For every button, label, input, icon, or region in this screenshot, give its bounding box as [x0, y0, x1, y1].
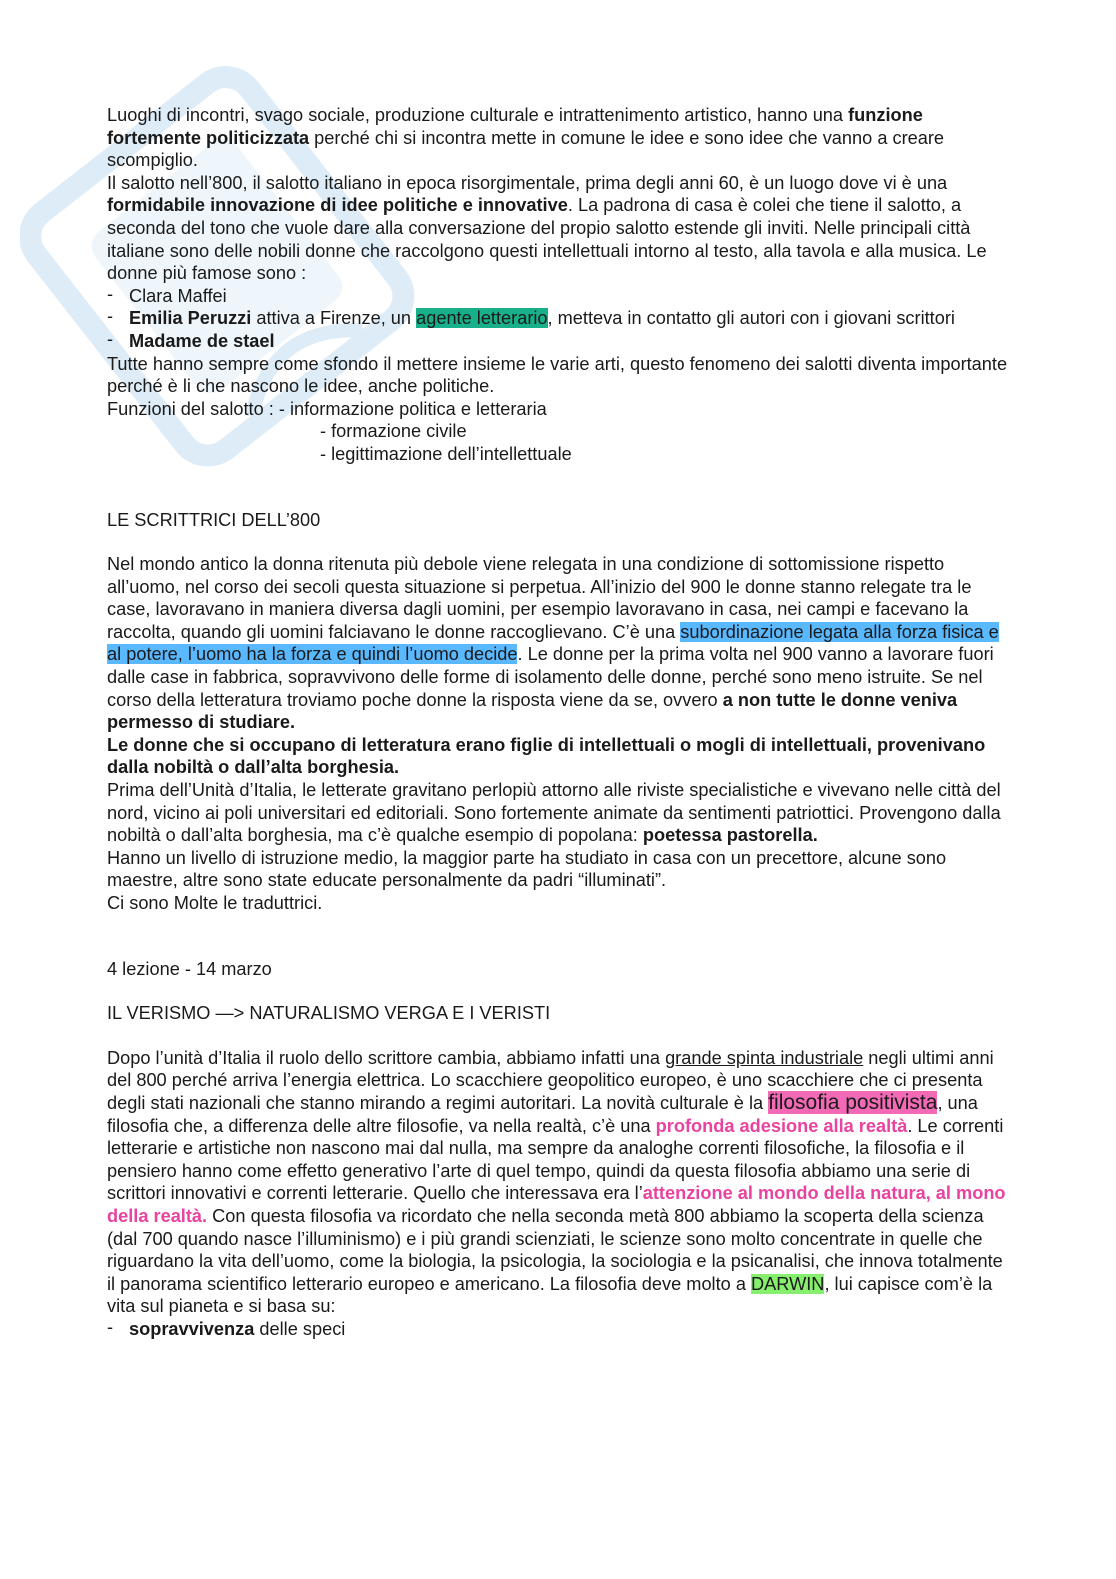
paragraph: Hanno un livello di istruzione medio, la maggior parte ha studiato in casa con un precettore, alcune sono maestre, altre sono state educate personalmente da padri “illuminati”.	[107, 847, 947, 891]
paragraph: Nel mondo antico la donna ritenuta più debole viene relegata in una condizione di sottomissione rispetto all’uomo, nel corso dei secoli questa situazione si perpetua. All’inizio del 900 le donne stanno relegate tra le case, lavoravano in maniera diversa dagli uomini, per esempio lavoravano in casa, nei campi e facevano la raccolta, quando gli uomini falciavano le donne raccoglievano. C’è una subordinazione legata alla forza fisica e al potere, l’uomo ha la forza e quindi l’uomo decide. Le donne per la prima volta nel 900 vanno a lavorare fuori dalle case in fabbrica, sopravvivono delle forme di isolamento delle donne, perché sono meno istruite. Se nel corso della letteratura troviamo poche donne la risposta viene da se, ovvero a non tutte le donne veniva permesso di studiare.	[107, 554, 999, 733]
document-page	[107, 104, 1012, 1341]
section-heading: LE SCRITTRICI DELL’800	[107, 509, 321, 530]
paragraph: Luoghi di incontri, svago sociale, produzione culturale e intrattenimento artistico, hanno una funzione fortemente politicizzata perché chi si incontra mette in comune le idee e sono idee che vanno a creare scompiglio.	[107, 105, 945, 171]
salon-hostesses-list	[107, 285, 1012, 353]
list-item: - Clara Maffei	[107, 285, 1012, 308]
list-item: - Madame de stael	[107, 330, 1012, 353]
list-item: - sopravvivenza delle speci	[107, 1318, 1012, 1341]
paragraph: Tutte hanno sempre come sfondo il mettere insieme le varie arti, questo fenomeno dei salotti diventa importante perché è li che nascono le idee, anche politiche.	[107, 353, 1008, 397]
pink-emphasis: attenzione al mondo della natura, al mono della realtà.	[107, 1183, 1006, 1226]
salon-functions-line: - legittimazione dell’intellettuale	[320, 443, 572, 464]
paragraph: Il salotto nell’800, il salotto italiano in epoca risorgimentale, prima degli anni 60, è un luogo dove vi è una formidabile innovazione di idee politiche e innovative. La padrona di casa è colei che tiene il salotto, a seconda del tono che vuole dare alla conversazione del propio salotto estende gli inviti. Nelle principali città italiane sono delle nobili donne che raccolgono questi intellettuali intorno al testo, alla tavola e alla musica. Le donne più famose sono :	[107, 172, 987, 284]
paragraph: Le donne che si occupano di letteratura erano figlie di intellettuali o mogli di intellettuali, provenivano dalla nobiltà o dall’alta borghesia.	[107, 734, 986, 778]
paragraph: Prima dell’Unità d’Italia, le letterate gravitano perlopiù attorno alle riviste specialistiche e vivevano nelle città del nord, vicino ai poli universitari ed editoriali. Sono fortemente animate da sentimenti patriottici. Provengono dalla nobiltà o dall’alta borghesia, ma c’è qualche esempio di popolana: poetessa pastorella.	[107, 780, 1001, 846]
paragraph: Dopo l’unità d’Italia il ruolo dello scrittore cambia, abbiamo infatti una grande spinta industriale negli ultimi anni del 800 perché arriva l’energia elettrica. Lo scacchiere geopolitico europeo, è uno scacchiere che ci presenta degli stati nazionali che stanno mirando a regimi autoritari. La novità culturale è la filosofia positivista, una filosofia che, a differenza delle altre filosofie, va nella realtà, c’è una profonda adesione alla realtà. Le correnti letterarie e artistiche non nascono mai dal nulla, ma sempre da analoghe correnti filosofiche, la filosofia e il pensiero hanno come effetto generativo l’arte di quel tempo, quindi da questa filosofia abbiamo una serie di scrittori innovativi e correnti letterarie. Quello che interessava era l’attenzione al mondo della natura, al mono della realtà. Con questa filosofia va ricordato che nella seconda metà 800 abbiamo la scoperta della scienza (dal 700 quando nasce l’illuminismo) e i più grandi scienziati, le scienze sono molto concentrate in quelle che riguardano la vita dell’uomo, come la biologia, la psicologia, la sociologia e la psicanalisi, che innova totalmente il panorama scientifico letterario europeo e americano. La filosofia deve molto a DARWIN, lui capisce com’è la vita sul pianeta e si basa su:	[107, 1047, 1006, 1317]
paragraph: Ci sono Molte le traduttrici.	[107, 893, 323, 913]
lesson-label: 4 lezione - 14 marzo	[107, 958, 272, 979]
pink-emphasis: profonda adesione alla realtà	[655, 1115, 908, 1136]
salon-functions-line: - formazione civile	[320, 421, 467, 442]
list-item: - Emilia Peruzzi attiva a Firenze, un agente letterario, metteva in contatto gli autori con i giovani scrittori	[107, 307, 1012, 330]
highlight-teal: agente letterario	[416, 308, 548, 329]
salon-functions-line: Funzioni del salotto : - informazione politica e letteraria	[107, 398, 547, 419]
underlined-text: grande spinta industriale	[665, 1047, 864, 1068]
highlight-green: DARWIN	[751, 1273, 825, 1294]
section-heading: IL VERISMO —> NATURALISMO VERGA E I VERISTI	[107, 1003, 551, 1024]
highlight-pink: filosofia positivista	[768, 1090, 938, 1114]
highlight-blue: subordinazione legata alla forza fisica e al potere, l’uomo ha la forza e quindi l’uomo decide	[107, 621, 999, 665]
darwin-list	[107, 1318, 1012, 1341]
